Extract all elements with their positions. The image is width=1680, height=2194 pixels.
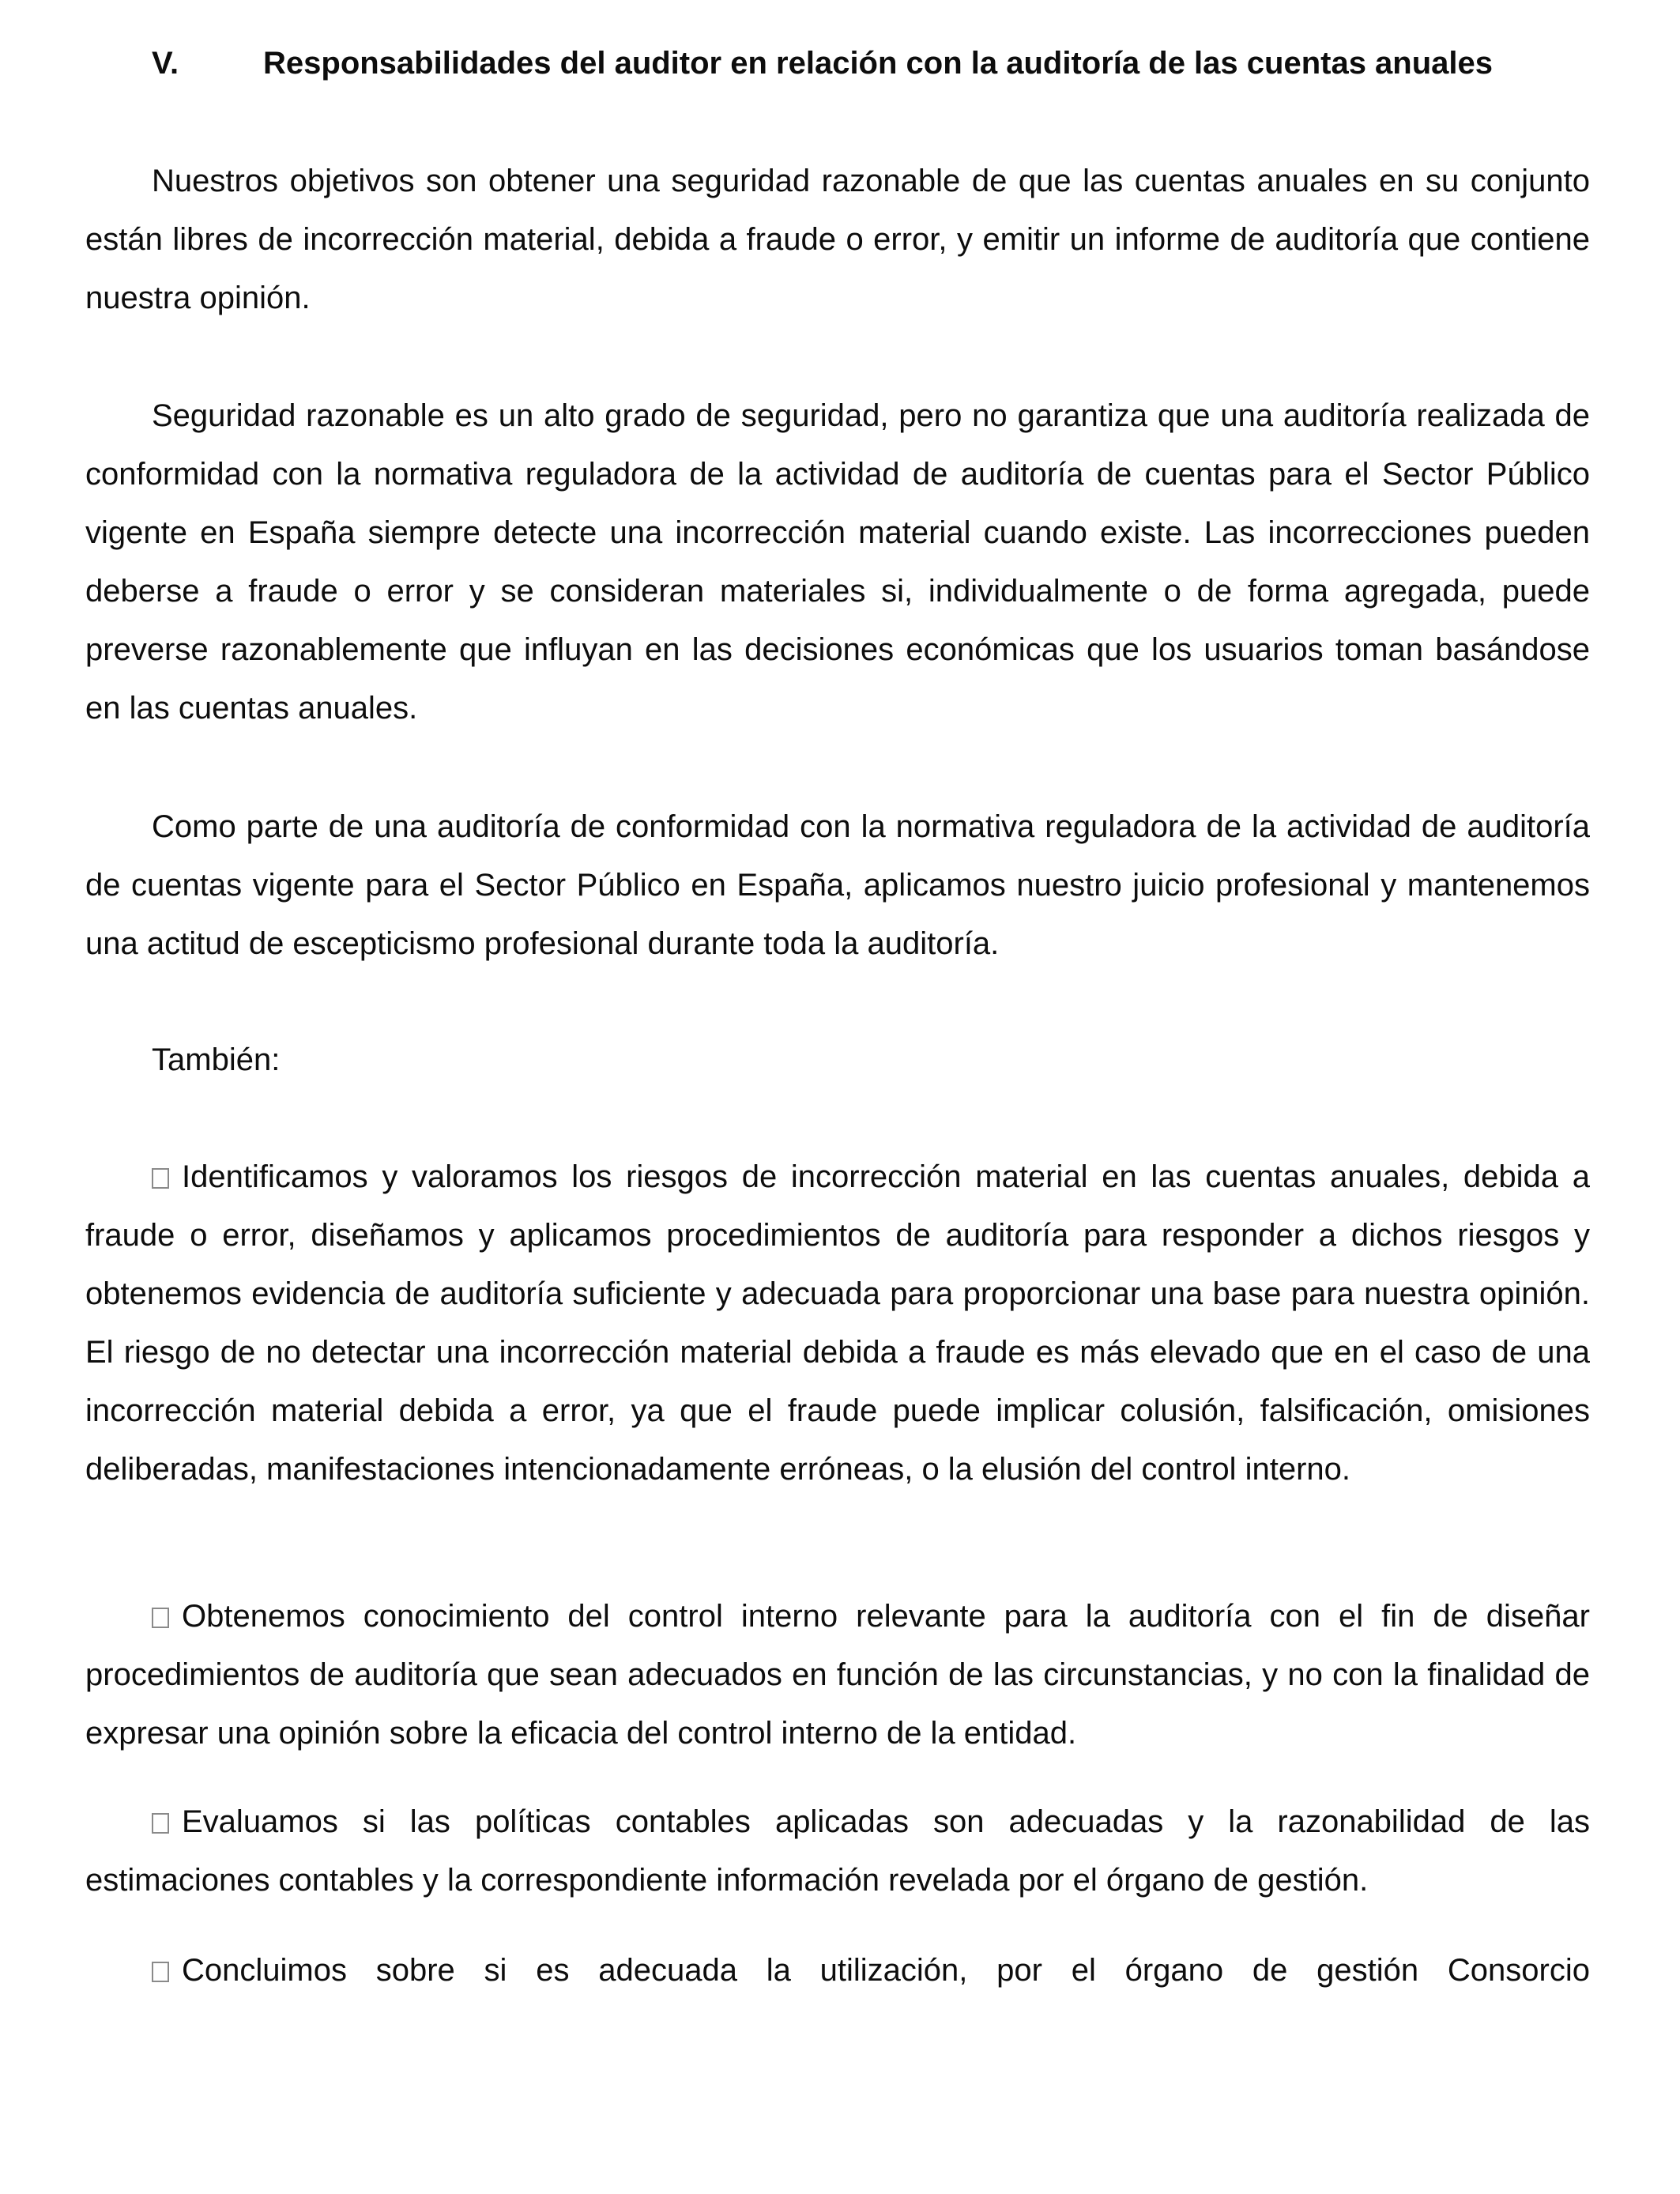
bullet-text: Evaluamos si las políticas contables aplicadas son adecuadas y la razonabilidad de las estimaciones contables y la correspondiente información revelada por el órgano de gestión. — [85, 1804, 1590, 1898]
paragraph-objectives: Nuestros objetivos son obtener una seguridad razonable de que las cuentas anuales en su conjunto están libres de incorrección material, debida a fraude o error, y emitir un informe de auditoría que contiene nuestra opinión. — [85, 164, 1590, 315]
paragraph-reasonable-assurance: Seguridad razonable es un alto grado de seguridad, pero no garantiza que una auditoría realizada de conformidad con la normativa reguladora de la actividad de auditoría de cuentas para el Sector Público vigente en España siempre detecte una incorrección material cuando existe. Las incorrecciones pueden deberse a fraude o error y se consideran materiales si, individualmente o de forma agregada, puede preverse razonablemente que influyan en las decisiones económicas que los usuarios toman basándose en las cuentas anuales. — [85, 398, 1590, 726]
empty-box-icon — [152, 1813, 169, 1834]
bullet-text: Identificamos y valoramos los riesgos de incorrección material en las cuentas anuales, debida a fraude o error, diseñamos y aplicamos procedimientos de auditoría para responder a dichos riesgos y obtenemos evidencia de auditoría suficiente y adecuada para proporcionar una base para nuestra opinión. El riesgo de no detectar una incorrección material debida a fraude es más elevado que en el caso de una incorrección material debida a error, ya que el fraude puede implicar colusión, falsificación, omisiones deliberadas, manifestaciones intencionadamente erróneas, o la elusión del control interno. — [85, 1159, 1590, 1487]
empty-box-icon — [152, 1168, 169, 1189]
empty-box-icon — [152, 1962, 169, 1982]
bullet-item-accounting-policies — [85, 1793, 1590, 1909]
paragraph-also: También: — [152, 1042, 281, 1077]
bullet-text: Concluimos sobre si es adecuada la utilización, por el órgano de gestión Consorcio — [182, 1953, 1590, 1988]
paragraph-professional-judgement: Como parte de una auditoría de conformidad con la normativa reguladora de la actividad de auditoría de cuentas vigente para el Sector Público en España, aplicamos nuestro juicio profesional y mantenemos una actitud de escepticismo profesional durante toda la auditoría. — [85, 809, 1590, 961]
empty-box-icon — [152, 1608, 169, 1628]
bullet-item-internal-control — [85, 1587, 1590, 1762]
bullet-item-risks — [85, 1148, 1590, 1498]
bullet-text: Obtenemos conocimiento del control interno relevante para la auditoría con el fin de diseñar procedimientos de auditoría que sean adecuados en función de las circunstancias, y no con la finalidad de expresar una opinión sobre la eficacia del control interno de la entidad. — [85, 1599, 1590, 1751]
section-number: V. — [152, 46, 179, 81]
section-heading — [85, 40, 1603, 87]
section-title: Responsabilidades del auditor en relación con la auditoría de las cuentas anuales — [263, 46, 1494, 81]
bullet-item-going-concern — [85, 1941, 1590, 2000]
